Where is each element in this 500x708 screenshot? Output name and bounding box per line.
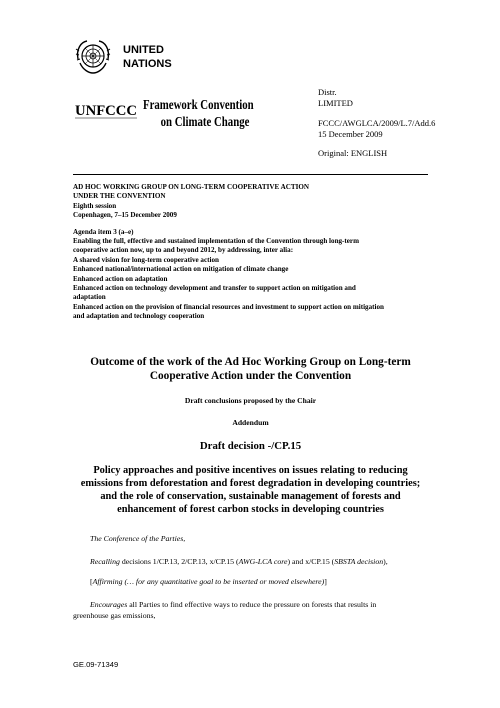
agenda-line: Enhanced action on the provision of financial resources and investment to support action on mitigation xyxy=(73,302,384,311)
draft-conclusions-subtitle: Draft conclusions proposed by the Chair xyxy=(184,396,317,405)
original-language: Original: ENGLISH xyxy=(318,148,388,158)
convention-line: UNDER THE CONVENTION xyxy=(73,192,166,201)
preamble-affirming xyxy=(90,576,435,587)
svg-text:UNFCCC: UNFCCC xyxy=(75,103,137,119)
policy-title xyxy=(68,464,433,516)
framework-line-1: Framework Convention xyxy=(143,97,254,112)
addendum-label: Addendum xyxy=(232,418,269,427)
document-date: 15 December 2009 xyxy=(318,129,383,139)
bracket-open: [ xyxy=(90,577,93,586)
policy-title-line: emissions from deforestation and forest degradation in developing countries; xyxy=(80,478,421,489)
encourages-text: all Parties to find effective ways to reduce the pressure on forests that results in xyxy=(127,600,377,609)
agenda-line: Enhanced action on technology development and transfer to support action on mitigation and xyxy=(73,284,356,293)
outcome-title-line-2: Cooperative Action under the Convention xyxy=(149,370,352,382)
agenda-line: adaptation xyxy=(73,293,106,302)
session-place-date: Copenhagen, 7–15 December 2009 xyxy=(73,211,177,220)
recalling-text: ), xyxy=(383,557,388,566)
recalling-ref: AWG-LCA core xyxy=(238,557,288,566)
outcome-title-line-1: Outcome of the work of the Ad Hoc Working Group on Long-term xyxy=(90,356,411,368)
org-line-1: UNITED xyxy=(123,44,164,56)
document-job-number: GE.09-71349 xyxy=(73,660,119,669)
policy-title-line: Policy approaches and positive incentives on issues relating to reducing xyxy=(93,465,408,476)
preamble-recalling xyxy=(90,556,435,567)
distr-label: Distr. xyxy=(318,87,337,97)
agenda-item: Agenda item 3 (a–e) xyxy=(73,227,134,236)
agenda-line: cooperative action now, up to and beyond 2012, by addressing, inter alia: xyxy=(73,246,294,255)
distribution-limited: LIMITED xyxy=(318,98,353,108)
distribution-block xyxy=(318,87,435,159)
session-number: Eighth session xyxy=(73,201,117,210)
unfccc-logo xyxy=(74,98,140,120)
affirming-text: Affirming (… for any quantitative goal to be inserted or moved elsewhere) xyxy=(92,577,325,586)
recalling-ref: SBSTA decision xyxy=(334,557,384,566)
un-emblem-logo xyxy=(73,37,113,77)
encourages-lead: Encourages xyxy=(90,600,128,609)
agenda-line: Enhanced national/international action on mitigation of climate change xyxy=(73,265,289,274)
agenda-line: Enabling the full, effective and sustained implementation of the Convention through long-term xyxy=(73,237,359,246)
recalling-lead: Recalling xyxy=(90,557,120,566)
header-divider xyxy=(73,174,428,175)
bracket-close: ] xyxy=(324,577,327,586)
agenda-line: Enhanced action on adaptation xyxy=(73,274,168,283)
policy-title-line: enhancement of forest carbon stocks in developing countries xyxy=(117,504,384,515)
agenda-block xyxy=(73,183,438,322)
encourages-text: greenhouse gas emissions, xyxy=(73,611,156,620)
recalling-text: ) and x/CP.15 ( xyxy=(287,557,335,566)
document-symbol: FCCC/AWGLCA/2009/L.7/Add.6 xyxy=(318,118,436,128)
working-group-name: AD HOC WORKING GROUP ON LONG-TERM COOPERATIVE ACTION xyxy=(73,183,310,191)
un-organization-name xyxy=(123,43,172,71)
policy-title-line: and the role of conservation, sustainable management of forests and xyxy=(100,491,401,502)
framework-line-2: on Climate Change xyxy=(160,114,250,129)
agenda-line: A shared vision for long-term cooperative action xyxy=(73,255,219,264)
org-line-2: NATIONS xyxy=(123,58,172,70)
draft-decision-title: Draft decision -/CP.15 xyxy=(199,440,302,452)
preamble-conference: The Conference of the Parties, xyxy=(90,534,186,543)
agenda-line: and adaptation and technology cooperation xyxy=(73,312,205,321)
recalling-text: decisions 1/CP.13, 2/CP.13, x/CP.15 ( xyxy=(119,557,239,566)
outcome-title xyxy=(73,355,428,383)
framework-convention-title xyxy=(143,96,254,130)
paragraph-encourages xyxy=(73,599,428,621)
